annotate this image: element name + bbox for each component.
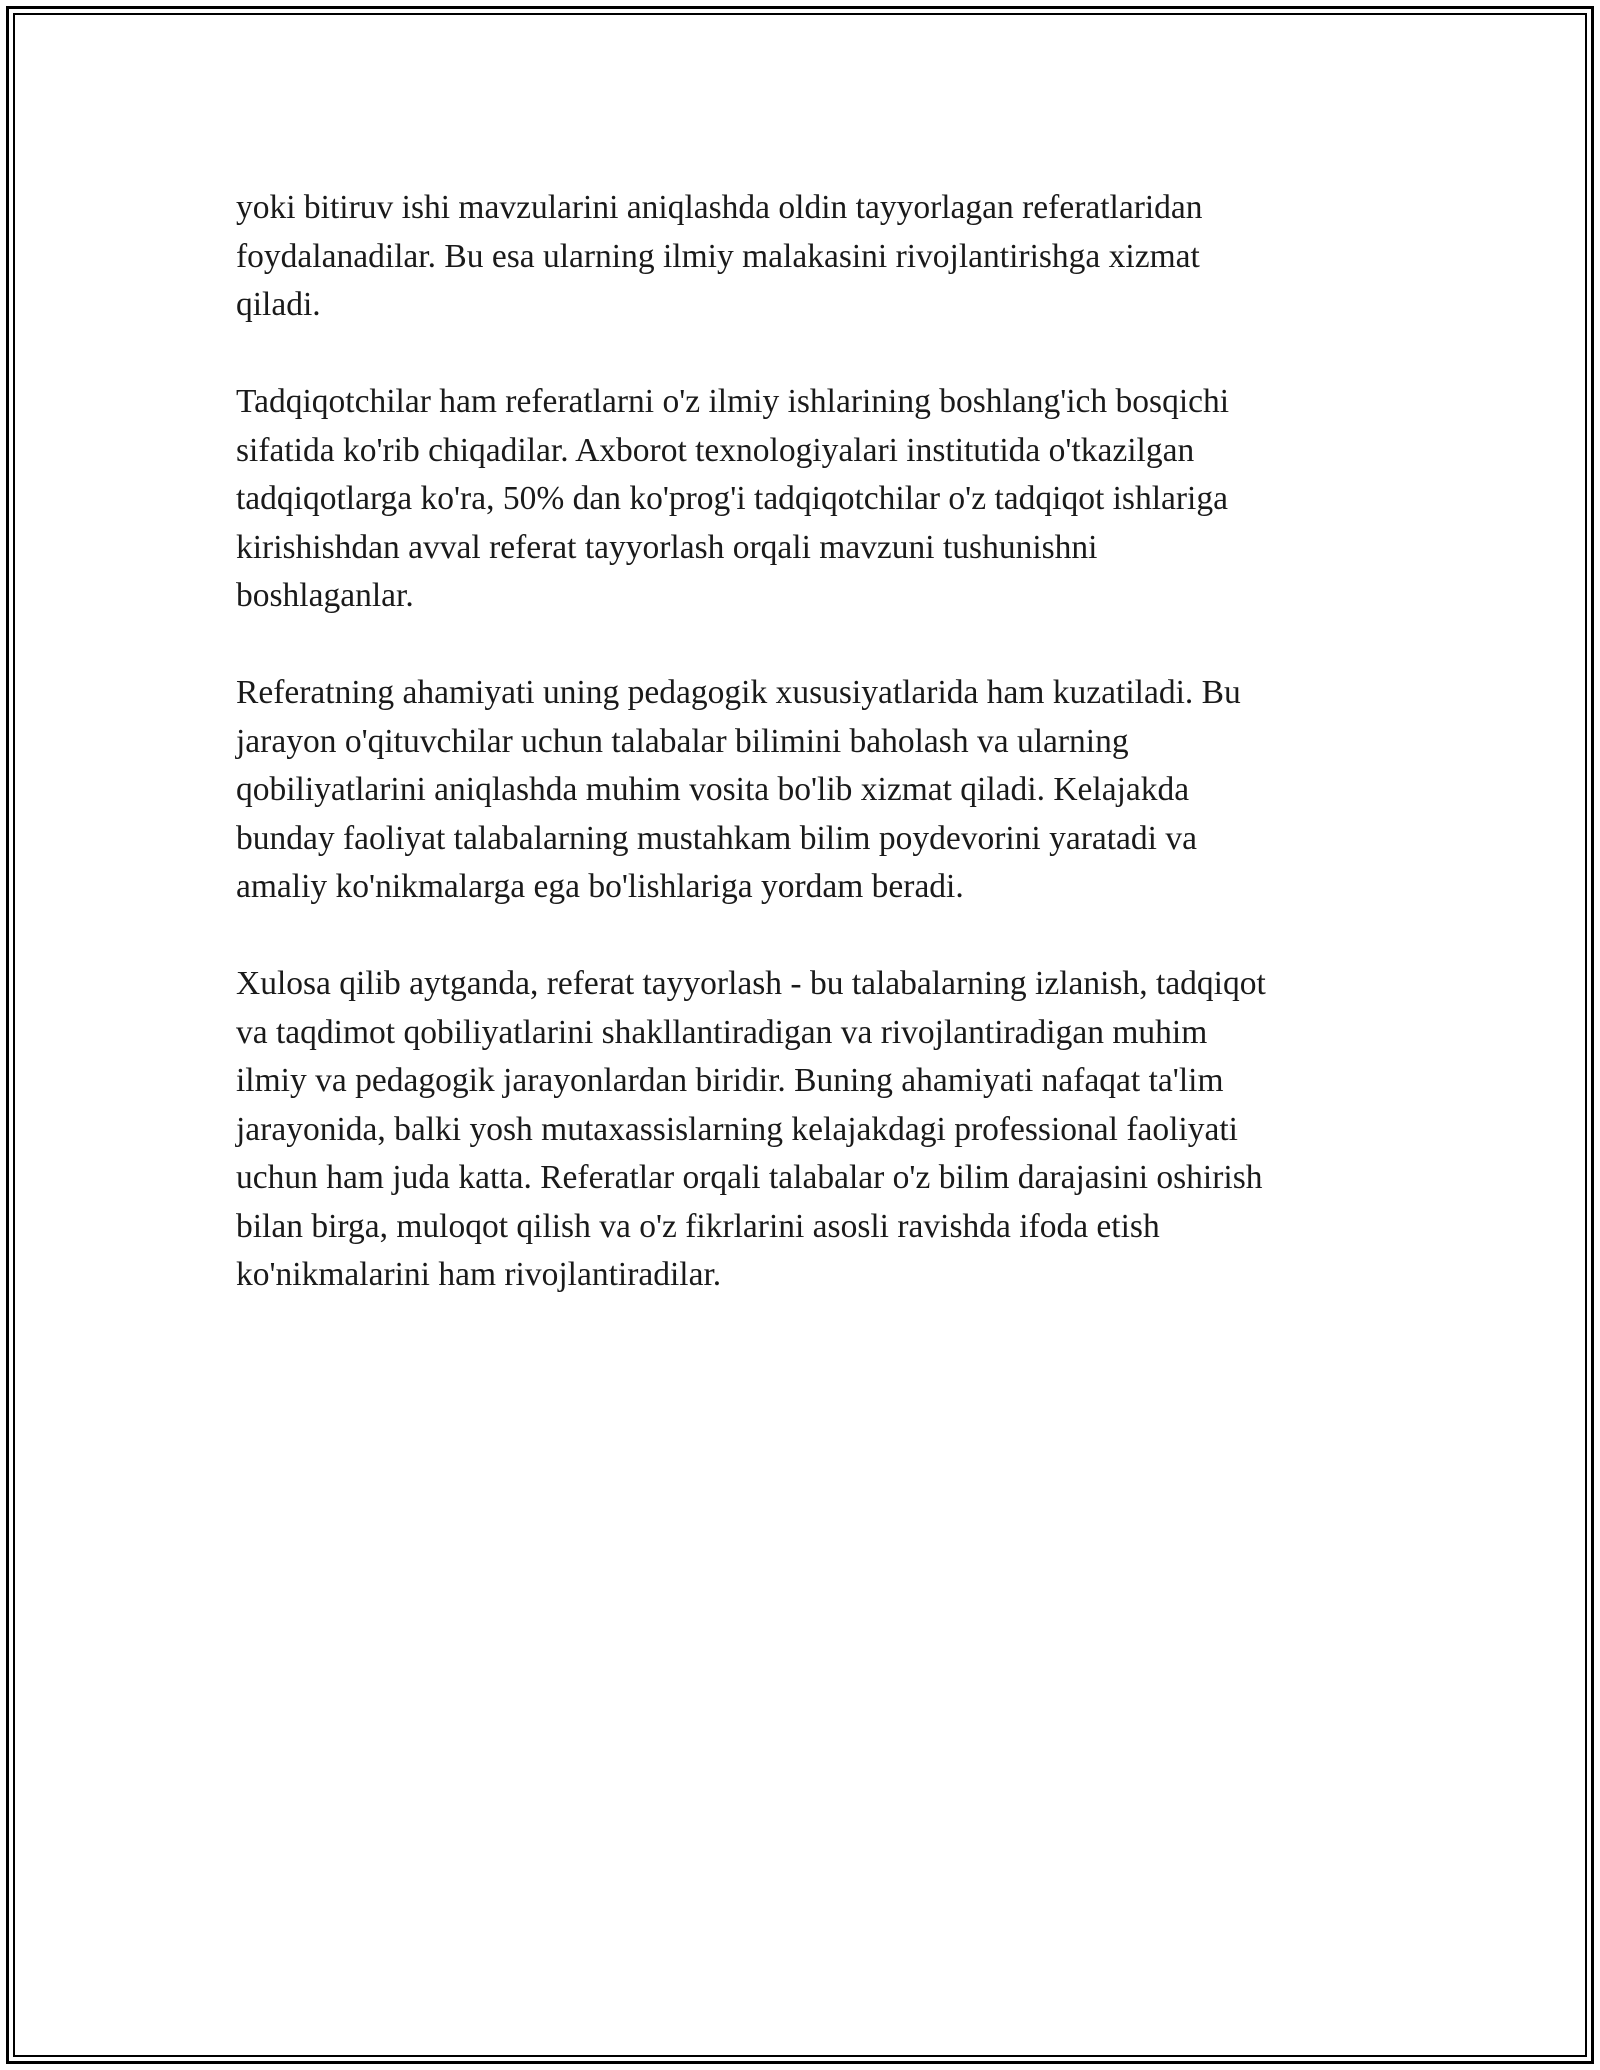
- text-line: uchun ham juda katta. Referatlar orqali talabalar o'z bilim darajasini oshirish: [236, 1159, 1263, 1196]
- text-line: bilan birga, muloqot qilish va o'z fikrlarini asosli ravishda ifoda etish: [236, 1207, 1160, 1245]
- text-line: amaliy ko'nikmalarga ega bo'lishlariga yordam beradi.: [236, 868, 964, 905]
- text-line: foydalanadilar. Bu esa ularning ilmiy malakasini rivojlantirishga xizmat: [236, 237, 1200, 275]
- text-line: jarayon o'qituvchilar uchun talabalar bilimini baholash va ularning: [236, 722, 1129, 760]
- text-line: kirishishdan avval referat tayyorlash orqali mavzuni tushunishni: [236, 528, 1098, 566]
- text-line: qiladi.: [236, 286, 321, 323]
- document-body: [236, 184, 1376, 1348]
- paragraph-2: [236, 378, 1376, 621]
- text-line: yoki bitiruv ishi mavzularini aniqlashda oldin tayyorlagan referatlaridan: [236, 189, 1203, 226]
- text-line: Referatning ahamiyati uning pedagogik xususiyatlarida ham kuzatiladi. Bu: [236, 674, 1241, 711]
- text-line: boshlaganlar.: [236, 577, 414, 614]
- text-line: jarayonida, balki yosh mutaxassislarning kelajakdagi professional faoliyati: [236, 1110, 1238, 1148]
- paragraph-3: [236, 669, 1376, 912]
- text-line: ko'nikmalarini ham rivojlantiradilar.: [236, 1256, 722, 1293]
- text-line: Xulosa qilib aytganda, referat tayyorlash - bu talabalarning izlanish, tadqiqot: [236, 965, 1266, 1002]
- text-line: tadqiqotlarga ko'ra, 50% dan ko'prog'i tadqiqotchilar o'z tadqiqot ishlariga: [236, 480, 1228, 517]
- text-line: va taqdimot qobiliyatlarini shakllantiradigan va rivojlantiradigan muhim: [236, 1013, 1208, 1051]
- text-line: qobiliyatlarini aniqlashda muhim vosita bo'lib xizmat qiladi. Kelajakda: [236, 771, 1190, 808]
- paragraph-4: [236, 960, 1376, 1300]
- text-line: bunday faoliyat talabalarning mustahkam bilim poydevorini yaratadi va: [236, 819, 1197, 857]
- paragraph-1: [236, 184, 1376, 330]
- text-line: ilmiy va pedagogik jarayonlardan biridir. Buning ahamiyati nafaqat ta'lim: [236, 1062, 1224, 1099]
- text-line: sifatida ko'rib chiqadilar. Axborot texnologiyalari institutida o'tkazilgan: [236, 431, 1195, 469]
- text-line: Tadqiqotchilar ham referatlarni o'z ilmiy ishlarining boshlang'ich bosqichi: [236, 383, 1230, 420]
